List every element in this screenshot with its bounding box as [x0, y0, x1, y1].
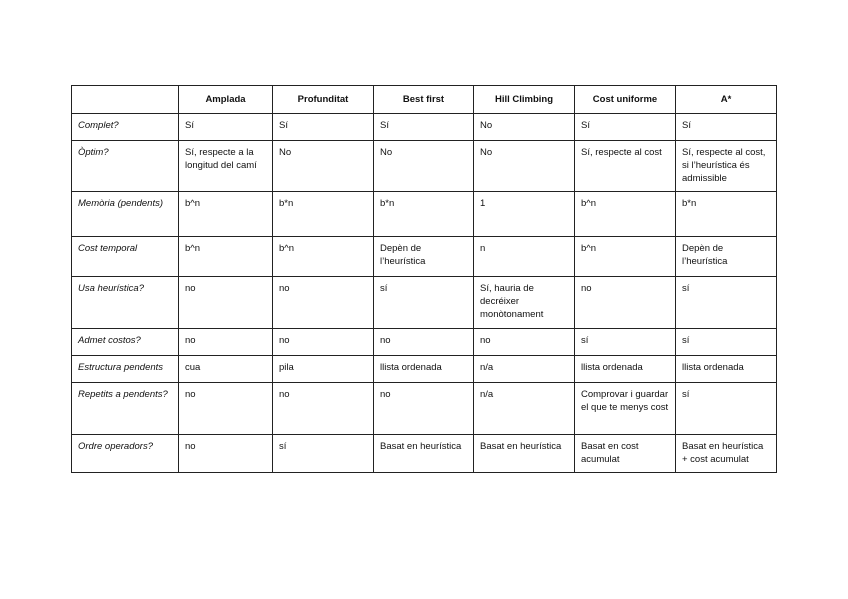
table-cell: b*n	[273, 192, 374, 237]
table-cell: n/a	[474, 383, 575, 435]
table-cell: No	[474, 114, 575, 141]
table-row	[72, 141, 777, 192]
table-cell: Sí	[179, 114, 273, 141]
column-header-a-star: A*	[676, 86, 777, 114]
table-cell: no	[474, 329, 575, 356]
table-cell: no	[374, 329, 474, 356]
table-cell: sí	[575, 329, 676, 356]
table-cell: no	[179, 383, 273, 435]
row-label: Òptim?	[72, 141, 179, 192]
table-cell: no	[273, 329, 374, 356]
table-cell: b^n	[575, 237, 676, 277]
table-cell: llista ordenada	[676, 356, 777, 383]
table-cell: Basat en heurística + cost acumulat	[676, 435, 777, 473]
table-cell: sí	[374, 277, 474, 329]
table-cell: no	[575, 277, 676, 329]
table-cell: No	[374, 141, 474, 192]
table-cell: Basat en heurística	[474, 435, 575, 473]
column-header-profunditat: Profunditat	[273, 86, 374, 114]
table-row	[72, 435, 777, 473]
table-cell: no	[374, 383, 474, 435]
column-header-best-first: Best first	[374, 86, 474, 114]
row-label: Repetits a pendents?	[72, 383, 179, 435]
table-cell: Sí, respecte al cost, si l’heurística és admissible	[676, 141, 777, 192]
table-row	[72, 277, 777, 329]
table-cell: sí	[676, 329, 777, 356]
table-cell: b*n	[374, 192, 474, 237]
table-cell: llista ordenada	[374, 356, 474, 383]
row-label: Estructura pendents	[72, 356, 179, 383]
table-cell: b^n	[575, 192, 676, 237]
table-cell: no	[273, 383, 374, 435]
table-cell: Depèn de l’heurística	[374, 237, 474, 277]
table-cell: Sí	[676, 114, 777, 141]
table-row	[72, 192, 777, 237]
table-cell: No	[273, 141, 374, 192]
table-cell: n/a	[474, 356, 575, 383]
row-label: Admet costos?	[72, 329, 179, 356]
column-header-hill-climbing: Hill Climbing	[474, 86, 575, 114]
table-cell: Basat en cost acumulat	[575, 435, 676, 473]
corner-cell	[72, 86, 179, 114]
table-row	[72, 329, 777, 356]
table-row	[72, 356, 777, 383]
table-cell: Sí, hauria de decréixer monòtonament	[474, 277, 575, 329]
row-label: Complet?	[72, 114, 179, 141]
table-cell: Depèn de l’heurística	[676, 237, 777, 277]
table-cell: Sí, respecte al cost	[575, 141, 676, 192]
table-cell: Comprovar i guardar el que te menys cost	[575, 383, 676, 435]
table-cell: Sí	[575, 114, 676, 141]
table-cell: Sí, respecte a la longitud del camí	[179, 141, 273, 192]
table-cell: Sí	[374, 114, 474, 141]
table-cell: n	[474, 237, 575, 277]
header-row	[72, 86, 777, 114]
search-algorithms-comparison-table	[71, 85, 777, 473]
row-label: Cost temporal	[72, 237, 179, 277]
table-cell: no	[179, 329, 273, 356]
table-cell: pila	[273, 356, 374, 383]
table-cell: b^n	[179, 192, 273, 237]
row-label: Usa heurística?	[72, 277, 179, 329]
table-cell: Sí	[273, 114, 374, 141]
table-cell: b^n	[179, 237, 273, 277]
table-cell: sí	[273, 435, 374, 473]
table-cell: cua	[179, 356, 273, 383]
table-row	[72, 237, 777, 277]
table-cell: no	[179, 435, 273, 473]
column-header-amplada: Amplada	[179, 86, 273, 114]
table-cell: no	[273, 277, 374, 329]
table-cell: 1	[474, 192, 575, 237]
table-cell: sí	[676, 277, 777, 329]
table-cell: Basat en heurística	[374, 435, 474, 473]
table-cell: no	[179, 277, 273, 329]
table-cell: sí	[676, 383, 777, 435]
column-header-cost-uniforme: Cost uniforme	[575, 86, 676, 114]
table-row	[72, 383, 777, 435]
table-cell: b*n	[676, 192, 777, 237]
table-cell: llista ordenada	[575, 356, 676, 383]
table-cell: b^n	[273, 237, 374, 277]
row-label: Memòria (pendents)	[72, 192, 179, 237]
row-label: Ordre operadors?	[72, 435, 179, 473]
table-row	[72, 114, 777, 141]
table-cell: No	[474, 141, 575, 192]
